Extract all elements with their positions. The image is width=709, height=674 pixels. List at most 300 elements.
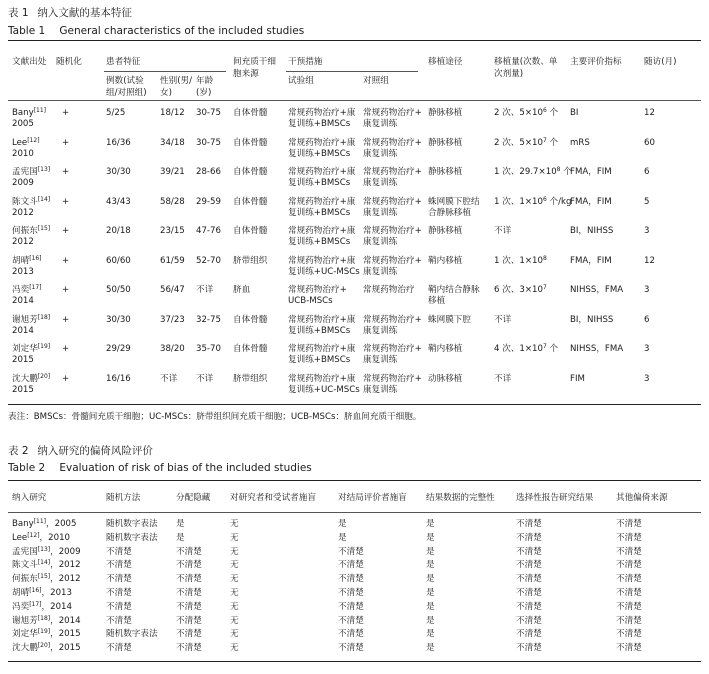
table2-row: [8, 643, 701, 655]
dose-value: 1 次、29.7×10: [494, 167, 557, 177]
trial-group-cell: [288, 167, 355, 189]
bias-cell: 无: [230, 519, 239, 529]
t1-header-intervention: 干预措施: [288, 57, 323, 67]
trial-group-cell-line: 复训练+BMSCs: [288, 355, 351, 365]
control-group-cell: [363, 256, 422, 278]
outcome-cell: FMA，FIM: [570, 196, 612, 207]
bias-cell: 不清楚: [516, 629, 542, 640]
followup-cell: 6: [644, 167, 650, 177]
bias-cell: 不清楚: [338, 615, 364, 626]
bias-cell: 无: [230, 588, 239, 598]
table1-row: [8, 344, 701, 366]
dose-cell: [494, 138, 558, 149]
dose-unit: 个: [546, 344, 559, 354]
trial-group-cell-line: 常规药物治疗+康: [288, 108, 356, 118]
trial-group-cell-line: 常规药物治疗+康: [288, 314, 356, 325]
bias-cell: 不清楚: [176, 615, 202, 626]
author-cell: [12, 374, 50, 396]
dose-exponent: 8: [556, 166, 561, 173]
bias-cell: 不清楚: [338, 601, 364, 612]
age-cell: 47-76: [196, 226, 221, 236]
trial-group-cell: [288, 315, 355, 337]
table1-row: [8, 315, 701, 337]
followup-cell: 3: [644, 285, 650, 295]
msc-source-cell: 脐血: [233, 285, 251, 295]
trial-group-cell: [288, 344, 355, 366]
randomization-cell: +: [62, 255, 70, 266]
bias-cell: 不清楚: [616, 588, 642, 598]
bias-cell: 不清楚: [176, 574, 202, 585]
publication-year: ，2014: [41, 601, 72, 612]
msc-source-cell: 自体骨髓: [233, 137, 268, 148]
author-name: 沈大鹏: [12, 643, 38, 654]
t2-header-2: 分配隐藏: [176, 493, 211, 503]
publication-year: ，2013: [41, 588, 72, 598]
dose-value: 6 次、3×10: [494, 285, 543, 295]
bias-cell: 不清楚: [106, 588, 132, 598]
trial-group-cell-line: 常规药物治疗+康: [288, 226, 356, 236]
table2-header-rule: [8, 512, 701, 513]
dose-value: 2 次、5×10: [494, 137, 543, 148]
bias-cell: 无: [230, 546, 239, 557]
trial-group-cell-line: 复训练+BMSCs: [288, 207, 351, 218]
bias-cell: 无: [230, 574, 239, 585]
table1-top-rule: [8, 40, 701, 41]
dose-unit: 个: [560, 167, 572, 177]
author-cell: [12, 344, 50, 366]
bias-cell: 不清楚: [516, 560, 542, 571]
publication-year: ，2012: [50, 560, 81, 571]
t2-header-0: 纳入研究: [12, 493, 47, 503]
author-name: 胡晴: [12, 588, 30, 598]
t1-header-source: 文献出处: [12, 57, 47, 67]
table1-row: [8, 256, 701, 278]
bias-cell: 是: [338, 532, 347, 543]
reference-number: [19]: [37, 628, 51, 636]
randomization-cell: +: [62, 108, 70, 118]
table1-row: [8, 374, 701, 396]
reference-number: [20]: [37, 372, 51, 380]
control-group-cell-line: 常规药物治疗: [363, 285, 415, 295]
msc-source-cell: 脐带组织: [233, 373, 268, 384]
cases-cell: 5/25: [106, 108, 126, 118]
bias-cell: 不清楚: [338, 574, 364, 585]
reference-number: [18]: [37, 313, 51, 321]
bias-cell: 无: [230, 629, 239, 640]
route-cell: [428, 167, 462, 178]
t1-header-outcome: 主要评价指标: [570, 57, 622, 67]
study-cell: [12, 574, 81, 585]
trial-group-cell-line: 常规药物治疗+康: [288, 344, 356, 354]
dose-exponent: 7: [543, 136, 547, 144]
age-cell: 32-75: [196, 314, 221, 325]
cases-cell: 30/30: [106, 167, 131, 177]
msc-source-cell: 自体骨髓: [233, 226, 268, 236]
control-group-cell: [363, 315, 422, 337]
gender-cell: 58/28: [160, 196, 185, 207]
bias-cell: 不清楚: [338, 560, 364, 571]
control-group-cell-line: 康复训练: [363, 237, 398, 247]
table2-caption-cn: [8, 445, 153, 458]
route-cell-line: 蛛网膜下腔结: [428, 196, 480, 207]
bias-cell: 随机数字表法: [106, 519, 158, 529]
bias-cell: 不清楚: [516, 588, 542, 598]
table1-label-en: Table 1: [8, 25, 46, 37]
control-group-cell-line: 常规药物治疗+: [363, 314, 422, 325]
bias-cell: 不清楚: [616, 574, 642, 585]
publication-year: ，2014: [50, 615, 81, 626]
t1-header-patient: 患者特征: [106, 57, 141, 67]
author-cell: [12, 108, 46, 130]
dose-value: 不详: [494, 314, 512, 325]
author-name: 陈文斗: [12, 560, 38, 571]
bias-cell: 不清楚: [616, 532, 642, 543]
age-cell: 30-75: [196, 108, 221, 118]
reference-number: [18]: [37, 614, 51, 622]
followup-cell: 12: [644, 108, 655, 118]
bias-cell: 不清楚: [106, 546, 132, 557]
table2-bottom-rule: [8, 661, 701, 662]
randomization-cell: +: [62, 226, 70, 236]
route-cell: [428, 138, 462, 149]
route-cell-line: 动脉移植: [428, 373, 463, 384]
bias-cell: 不清楚: [338, 588, 364, 598]
table1-row: [8, 285, 701, 307]
table1-title-en: General characteristics of the included studies: [59, 25, 305, 37]
bias-cell: 是: [426, 643, 435, 654]
dose-unit: 个: [546, 108, 559, 118]
followup-cell: 6: [644, 314, 650, 325]
route-cell-line: 移植: [428, 296, 446, 306]
control-group-cell: [363, 226, 422, 248]
reference-number: [13]: [37, 545, 51, 553]
t1-header-random: 随机化: [56, 57, 82, 67]
author-cell: [12, 138, 40, 160]
bias-cell: 不清楚: [616, 546, 642, 557]
author-name: 冯奕: [12, 285, 30, 295]
outcome-cell: BI，NIHSS: [570, 314, 614, 325]
outcome-cell: FMA，FIM: [570, 255, 612, 266]
bias-cell: 无: [230, 601, 239, 612]
dose-exponent: 8: [543, 254, 547, 262]
table2-top-rule: [8, 480, 701, 481]
control-group-cell-line: 康复训练: [363, 384, 398, 395]
publication-year: 2015: [12, 384, 34, 395]
age-cell: 29-59: [196, 196, 221, 207]
publication-year: ，2012: [50, 574, 81, 585]
bias-cell: 无: [230, 560, 239, 571]
author-name: 沈大鹏: [12, 373, 38, 384]
route-cell-line: 静脉移植: [428, 137, 463, 148]
author-cell: [12, 226, 50, 248]
author-name: Bany: [12, 519, 34, 529]
author-name: 孟宪国: [12, 546, 38, 557]
dose-cell: [494, 226, 511, 237]
trial-group-cell-line: 常规药物治疗+康: [288, 196, 356, 207]
dose-cell: [494, 256, 547, 267]
author-cell: [12, 256, 42, 278]
control-group-cell: [363, 138, 422, 160]
route-cell: [428, 197, 480, 219]
table1-caption-en: [8, 25, 304, 38]
bias-cell: 不清楚: [516, 643, 542, 654]
control-group-cell-line: 常规药物治疗+: [363, 137, 422, 148]
gender-cell: 18/12: [160, 108, 185, 118]
t2-header-3: 对研究者和受试者施盲: [230, 493, 316, 503]
cases-cell: 20/18: [106, 226, 131, 236]
publication-year: ，2009: [50, 546, 81, 557]
trial-group-cell: [288, 138, 355, 160]
followup-cell: 60: [644, 137, 655, 148]
dose-value: 2 次、5×10: [494, 108, 543, 118]
table2-row: [8, 533, 701, 545]
publication-year: 2013: [12, 266, 34, 277]
t2-header-4: 对结局评价者施盲: [338, 493, 407, 503]
publication-year: 2015: [12, 355, 34, 365]
randomization-cell: +: [62, 285, 70, 295]
author-name: 胡晴: [12, 255, 30, 266]
t1-header-dose: 移植量(次数、单次剂量): [494, 57, 558, 79]
author-name: 陈文斗: [12, 196, 38, 207]
outcome-cell: FIM: [570, 373, 585, 384]
reference-number: [12]: [27, 531, 40, 539]
msc-source-cell: 自体骨髓: [233, 196, 268, 207]
bias-cell: 不清楚: [106, 615, 132, 626]
publication-year: 2005: [12, 119, 34, 129]
t2-header-6: 选择性报告研究结果: [516, 493, 594, 503]
msc-source-cell: 自体骨髓: [233, 314, 268, 325]
trial-group-cell-line: 复训练+BMSCs: [288, 148, 351, 159]
author-name: 冯奕: [12, 601, 30, 612]
table1-row: [8, 167, 701, 189]
gender-cell: 23/15: [160, 226, 185, 236]
table1-bottom-rule: [8, 404, 701, 405]
bias-cell: 无: [230, 615, 239, 626]
bias-cell: 不清楚: [516, 574, 542, 585]
author-name: 孟宪国: [12, 167, 38, 177]
bias-cell: 不清楚: [176, 588, 202, 598]
route-cell-line: 鞘内移植: [428, 344, 463, 354]
publication-year: 2012: [12, 237, 34, 247]
reference-number: [15]: [37, 573, 51, 581]
reference-number: [15]: [37, 225, 51, 232]
trial-group-cell: [288, 374, 360, 396]
control-group-cell-line: 常规药物治疗+: [363, 196, 422, 207]
bias-cell: 不清楚: [616, 601, 642, 612]
table1-title-cn: 纳入文献的基本特征: [37, 7, 132, 19]
publication-year: ，2010: [39, 532, 71, 543]
randomization-cell: +: [62, 344, 70, 354]
t1-header-msc-source: 间充质干细胞来源: [233, 57, 276, 79]
t1-header-age: 年龄(岁): [196, 76, 214, 98]
study-cell: [12, 588, 72, 599]
t2-header-1: 随机方法: [106, 493, 141, 503]
route-cell-line: 静脉移植: [428, 226, 463, 236]
author-name: 刘定华: [12, 344, 38, 354]
publication-year: ，2015: [50, 643, 81, 654]
reference-number: [20]: [37, 642, 51, 650]
randomization-cell: +: [62, 373, 70, 384]
gender-cell: 38/20: [160, 344, 185, 354]
trial-group-cell: [288, 285, 347, 307]
dose-exponent: 7: [543, 343, 547, 350]
trial-group-cell: [288, 256, 360, 278]
table1-caption-cn: [8, 7, 132, 20]
control-group-cell-line: 康复训练: [363, 355, 398, 365]
publication-year: 2014: [12, 325, 34, 336]
reference-number: [14]: [37, 195, 51, 203]
bias-cell: 不清楚: [616, 519, 642, 529]
trial-group-cell: [288, 226, 355, 248]
control-group-cell-line: 常规药物治疗+: [363, 344, 422, 354]
trial-group-cell: [288, 197, 355, 219]
bias-cell: 不清楚: [616, 629, 642, 640]
control-group-cell-line: 常规药物治疗+: [363, 226, 422, 236]
bias-cell: 不清楚: [616, 615, 642, 626]
publication-year: 2009: [12, 178, 34, 188]
dose-value: 不详: [494, 373, 512, 384]
age-cell: 30-75: [196, 137, 221, 148]
msc-source-cell: 自体骨髓: [233, 108, 268, 118]
table2-caption-en: [8, 462, 312, 475]
table2-label-en: Table 2: [8, 462, 46, 474]
table2-row: [8, 560, 701, 572]
gender-cell: 39/21: [160, 167, 185, 177]
route-cell: [428, 108, 462, 119]
dose-unit: 个: [546, 137, 559, 148]
study-cell: [12, 616, 81, 627]
t2-header-7: 其他偏倚来源: [616, 493, 668, 503]
table1: [8, 40, 701, 405]
outcome-cell: BI，NIHSS: [570, 226, 614, 236]
outcome-cell: mRS: [570, 137, 590, 148]
bias-cell: 不清楚: [176, 560, 202, 571]
table2-row: [8, 629, 701, 641]
followup-cell: 3: [644, 226, 650, 236]
reference-number: [17]: [29, 284, 42, 291]
dose-exponent: 6: [543, 107, 547, 114]
author-name: 何振东: [12, 574, 38, 585]
control-group-cell: [363, 197, 422, 219]
publication-year: 2010: [12, 148, 34, 159]
table2-title-en: Evaluation of risk of bias of the included studies: [59, 462, 312, 474]
study-cell: [12, 560, 81, 571]
control-group-cell-line: 常规药物治疗+: [363, 108, 422, 118]
outcome-cell: BI: [570, 108, 579, 118]
dose-cell: [494, 167, 572, 178]
control-group-cell-line: 康复训练: [363, 266, 398, 277]
bias-cell: 是: [426, 574, 435, 585]
control-group-cell-line: 康复训练: [363, 325, 398, 336]
followup-cell: 12: [644, 255, 655, 266]
control-group-cell: [363, 285, 415, 296]
route-cell: [428, 315, 471, 326]
bias-cell: 不清楚: [176, 643, 202, 654]
t1-header-trial: 试验组: [288, 76, 314, 86]
age-cell: 不详: [196, 285, 214, 295]
author-name: Lee: [12, 137, 28, 148]
reference-number: [17]: [29, 600, 42, 608]
bias-cell: 不清楚: [106, 560, 132, 571]
reference-number: [16]: [29, 254, 42, 262]
randomization-cell: +: [62, 137, 70, 148]
bias-cell: 无: [230, 532, 239, 543]
table2-row: [8, 519, 701, 531]
randomization-cell: +: [62, 196, 70, 207]
cases-cell: 30/30: [106, 314, 131, 325]
table2: [8, 480, 701, 662]
study-cell: [12, 629, 81, 640]
msc-source-cell: 自体骨髓: [233, 167, 268, 177]
bias-cell: 不清楚: [616, 643, 642, 654]
table1-header-rule: [8, 100, 701, 101]
gender-cell: 56/47: [160, 285, 185, 295]
control-group-cell-line: 常规药物治疗+: [363, 255, 422, 266]
table1-row: [8, 226, 701, 248]
bias-cell: 不清楚: [516, 615, 542, 626]
t1-header-followup: 随访(月): [644, 57, 677, 67]
route-cell: [428, 374, 462, 385]
reference-number: [11]: [33, 518, 47, 525]
trial-group-cell-line: 复训练+UC-MSCs: [288, 384, 360, 395]
dose-value: 不详: [494, 226, 512, 236]
author-name: 何振东: [12, 226, 38, 236]
route-cell-line: 合静脉移植: [428, 207, 471, 218]
msc-source-cell: 自体骨髓: [233, 344, 268, 354]
table2-row: [8, 588, 701, 600]
bias-cell: 不清楚: [176, 601, 202, 612]
dose-value: 1 次、1×10: [494, 255, 543, 266]
author-name: Lee: [12, 532, 28, 543]
bias-cell: 不清楚: [516, 546, 542, 557]
publication-year: 2014: [12, 296, 34, 306]
bias-cell: 不清楚: [176, 546, 202, 557]
cases-cell: 50/50: [106, 285, 131, 295]
reference-number: [12]: [27, 136, 40, 144]
trial-group-cell-line: 常规药物治疗+康: [288, 373, 356, 384]
randomization-cell: +: [62, 314, 70, 325]
route-cell: [428, 256, 462, 267]
table1-row: [8, 197, 701, 219]
control-group-cell-line: 常规药物治疗+: [363, 373, 422, 384]
bias-cell: 不清楚: [176, 629, 202, 640]
dose-exponent: 6: [543, 195, 547, 203]
route-cell: [428, 344, 462, 355]
control-group-cell-line: 康复训练: [363, 207, 398, 218]
reference-number: [16]: [29, 587, 42, 594]
bias-cell: 是: [426, 615, 435, 626]
table2-title-cn: 纳入研究的偏倚风险评价: [37, 445, 153, 457]
route-cell: [428, 226, 462, 237]
bias-cell: 不清楚: [106, 574, 132, 585]
t1-header-gender: 性别(男/女): [160, 76, 193, 98]
table1-label-cn: 表 1: [8, 7, 29, 19]
trial-group-cell-line: 复训练+BMSCs: [288, 325, 351, 336]
bias-cell: 是: [426, 532, 435, 543]
cases-cell: 60/60: [106, 255, 131, 266]
author-name: 谢旭芳: [12, 314, 38, 325]
route-cell-line: 静脉移植: [428, 167, 463, 177]
bias-cell: 随机数字表法: [106, 532, 158, 543]
dose-cell: [494, 285, 547, 296]
table2-label-cn: 表 2: [8, 445, 29, 457]
cases-cell: 16/36: [106, 137, 131, 148]
control-group-cell-line: 康复训练: [363, 178, 398, 188]
bias-cell: 是: [338, 519, 347, 529]
gender-cell: 34/18: [160, 137, 185, 148]
outcome-cell: NIHSS，FMA: [570, 344, 624, 354]
dose-cell: [494, 108, 558, 119]
